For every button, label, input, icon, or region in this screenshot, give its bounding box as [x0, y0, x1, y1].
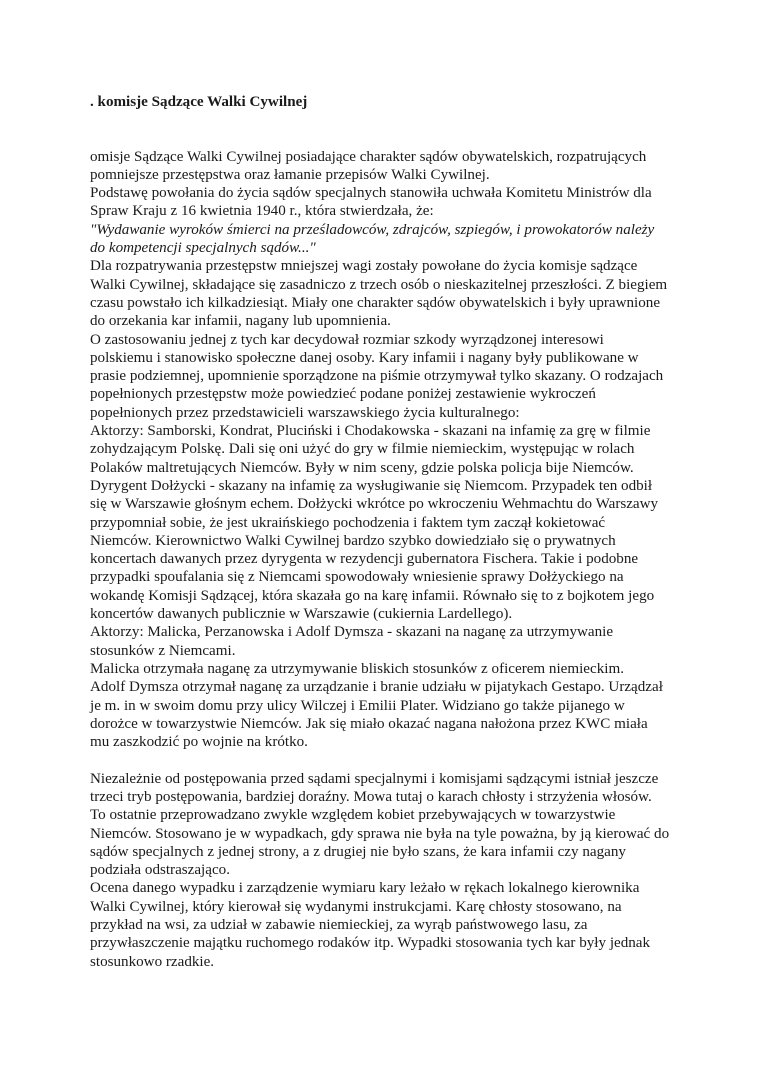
paragraph-quote: "Wydawanie wyroków śmierci na prześladowców, zdrajców, szpiegów, i prowokatorów należy do kompetencji specjalnych sądów...": [90, 221, 655, 257]
paragraph-malicka: Malicka otrzymała naganę za utrzymywanie bliskich stosunków z oficerem niemieckim.: [90, 660, 624, 677]
paragraph-third-procedure: Niezależnie od postępowania przed sądami specjalnymi i komisjami sądzącymi istniał jeszcze trzeci tryb postępowania, bardziej doraźny. Mowa tutaj o karach chłosty i strzyżenia włosów. To ostatnie przeprowadzano zwykle względem kobiet przebywających w towarzystwie Niemców. Stosowano je w wypadkach, gdy sprawa nie była na tyle poważna, by ją kierować do sądów specjalnych z jednej strony, a z drugiej nie było szans, że kara infamii czy nagany podziała odstraszająco.: [90, 770, 670, 879]
blank-line: [90, 129, 670, 147]
paragraph-assessment: Ocena danego wypadku i zarządzenie wymiaru kary leżało w rękach lokalnego kierownika Walki Cywilnej, który kierował się wydanymi instrukcjami. Karę chłosty stosowano, na przykład na wsi, za udział w zabawie niemieckiej, za wyrąb państwowego lasu, za przywłaszczenie majątku ruchomego rodaków itp. Wypadki stosowania tych kar były jednak stosunkowo rzadkie.: [90, 880, 651, 970]
document-title: . komisje Sądzące Walki Cywilnej: [90, 94, 308, 110]
paragraph-penalties: O zastosowaniu jednej z tych kar decydował rozmiar szkody wyrządzonej interesowi polskiemu i stanowisko społeczne danej osoby. Kary infamii i nagany były publikowane w prasie podziemnej, upomnienie sporządzone na piśmie otrzymywał tylko skazany. O rodzajach popełnionych przestępstw może powiedzieć podane poniżej zestawienie wykroczeń popełnionych przez przedstawicieli warszawskiego życia kulturalnego:: [90, 331, 664, 421]
blank-line: [90, 751, 670, 769]
paragraph-commissions: Dla rozpatrywania przestępstw mniejszej wagi zostały powołane do życia komisje sądzące Walki Cywilnej, składające się zasadniczo z trzech osób o nieskazitelnej przeszłości. Z biegiem czasu powstało ich kilkadziesiąt. Miały one charakter sądów obywatelskich i były uprawnione do orzekania kar infamii, nagany lub upomnienia.: [90, 258, 668, 330]
paragraph-dymsza: Adolf Dymsza otrzymał naganę za urządzanie i branie udziału w pijatykach Gestapo. Urządzał je m. in w swoim domu przy ulicy Wilczej i Emilii Plater. Widziano go także pijanego w dorożce w towarzystwie Niemców. Jak się miało okazać nagana nałożona przez KWC miała mu zaszkodzić po wojnie na krótko.: [90, 679, 663, 751]
paragraph-intro: omisje Sądzące Walki Cywilnej posiadające charakter sądów obywatelskich, rozpatrujących pomniejsze przestępstwa oraz łamanie przepisów Walki Cywilnej.: [90, 148, 647, 183]
paragraph-actors-reprimand: Aktorzy: Malicka, Perzanowska i Adolf Dymsza - skazani na naganę za utrzymywanie stosunków z Niemcami.: [90, 624, 614, 659]
document-page: [90, 93, 670, 971]
paragraph-legal-basis: Podstawę powołania do życia sądów specjalnych stanowiła uchwała Komitetu Ministrów dla Spraw Kraju z 16 kwietnia 1940 r., która stwierdzała, że:: [90, 185, 652, 220]
paragraph-actors-infamy: Aktorzy: Samborski, Kondrat, Pluciński i Chodakowska - skazani na infamię za grę w filmie zohydzającym Polskę. Dali się oni użyć do gry w filmie niemieckim, występując w rolach Polaków maltretujących Niemców. Były w nim sceny, gdzie polska policja bije Niemców.: [90, 423, 651, 476]
paragraph-conductor: Dyrygent Dołżycki - skazany na infamię za wysługiwanie się Niemcom. Przypadek ten odbił się w Warszawie głośnym echem. Dołżycki wkrótce po wkroczeniu Wehmachtu do Warszawy przypomniał sobie, że jest ukraińskiego pochodzenia i faktem tym zaczął kokietować Niemców. Kierownictwo Walki Cywilnej bardzo szybko dowiedziało się o prywatnych koncertach dawanych przez dyrygenta w rezydencji gubernatora Fischera. Takie i podobne przypadki spoufalania się z Niemcami spowodowały wniesienie sprawy Dołżyckiego na wokandę Komisji Sądzącej, która skazała go na karę infamii. Równało się to z bojkotem jego koncertów dawanych publicznie w Warszawie (cukiernia Lardellego).: [90, 477, 659, 623]
blank-line: [90, 111, 670, 129]
